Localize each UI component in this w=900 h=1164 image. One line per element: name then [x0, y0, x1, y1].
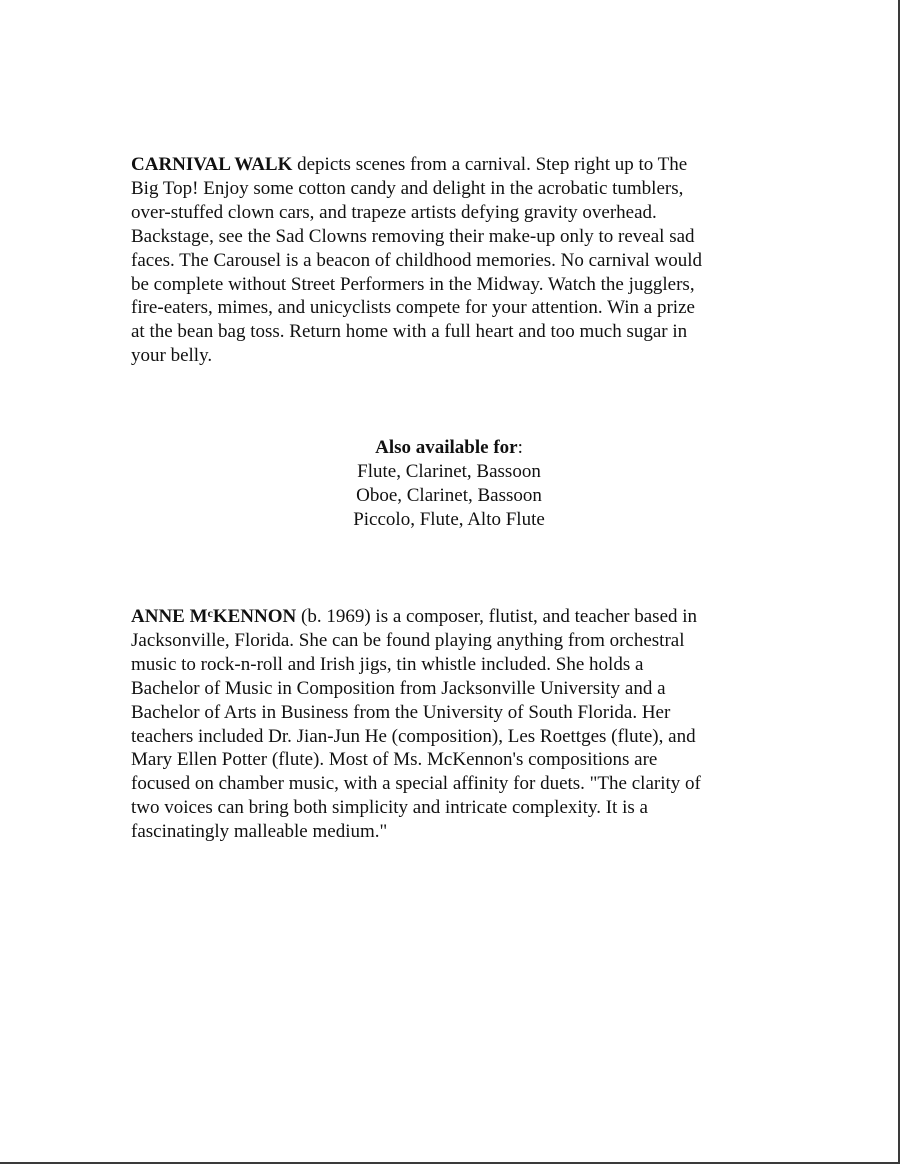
description-line: faces. The Carousel is a beacon of childhood memories. No carnival would — [131, 249, 703, 271]
bio-line-text: (b. 1969) is a composer, flutist, and teacher based in — [296, 606, 698, 627]
description-line-text: depicts scenes from a carnival. Step right up to The — [292, 154, 688, 175]
description-line: at the bean bag toss. Return home with a full heart and too much sugar in — [131, 321, 688, 343]
bio-line: Mary Ellen Potter (flute). Most of Ms. McKennon's compositions are — [131, 749, 658, 771]
description-line: your belly. — [131, 345, 213, 367]
bio-line: Bachelor of Arts in Business from the University of South Florida. Her — [131, 701, 671, 723]
description-line: fire-eaters, mimes, and unicyclists compete for your attention. Win a prize — [131, 297, 695, 319]
composer-biography — [131, 605, 771, 844]
description-line: be complete without Street Performers in the Midway. Watch the jugglers, — [131, 273, 695, 295]
bio-line: music to rock-n-roll and Irish jigs, tin whistle included. She holds a — [131, 653, 644, 675]
bio-line — [131, 605, 771, 629]
bio-line: teachers included Dr. Jian-Jun He (composition), Les Roettges (flute), and — [131, 725, 696, 747]
carnival-walk-description — [131, 153, 771, 368]
instrumentation-item: Oboe, Clarinet, Bassoon — [356, 484, 542, 506]
bio-line: Bachelor of Music in Composition from Jacksonville University and a — [131, 677, 666, 699]
description-line — [131, 153, 771, 177]
also-available-colon: : — [517, 437, 523, 458]
description-line: Big Top! Enjoy some cotton candy and delight in the acrobatic tumblers, — [131, 177, 684, 199]
composer-name — [131, 606, 296, 627]
bio-line: focused on chamber music, with a special affinity for duets. "The clarity of — [131, 773, 701, 795]
bio-line: Jacksonville, Florida. She can be found playing anything from orchestral — [131, 629, 685, 651]
composer-name-suffix: KENNON — [212, 606, 297, 627]
instrumentation-item: Flute, Clarinet, Bassoon — [357, 460, 541, 482]
instrumentation-item: Piccolo, Flute, Alto Flute — [353, 508, 545, 530]
description-line: over-stuffed clown cars, and trapeze artists defying gravity overhead. — [131, 201, 657, 223]
piece-title: CARNIVAL WALK — [131, 154, 293, 175]
description-line: Backstage, see the Sad Clowns removing their make-up only to reveal sad — [131, 225, 695, 247]
also-available-section — [0, 436, 898, 532]
bio-line: two voices can bring both simplicity and intricate complexity. It is a — [131, 797, 648, 819]
composer-name-prefix: ANNE M — [131, 606, 208, 627]
bio-line: fascinatingly malleable medium." — [131, 821, 388, 843]
also-available-label: Also available for — [375, 437, 518, 458]
also-available-heading — [0, 436, 898, 460]
composer-name-superscript: c — [207, 606, 213, 620]
